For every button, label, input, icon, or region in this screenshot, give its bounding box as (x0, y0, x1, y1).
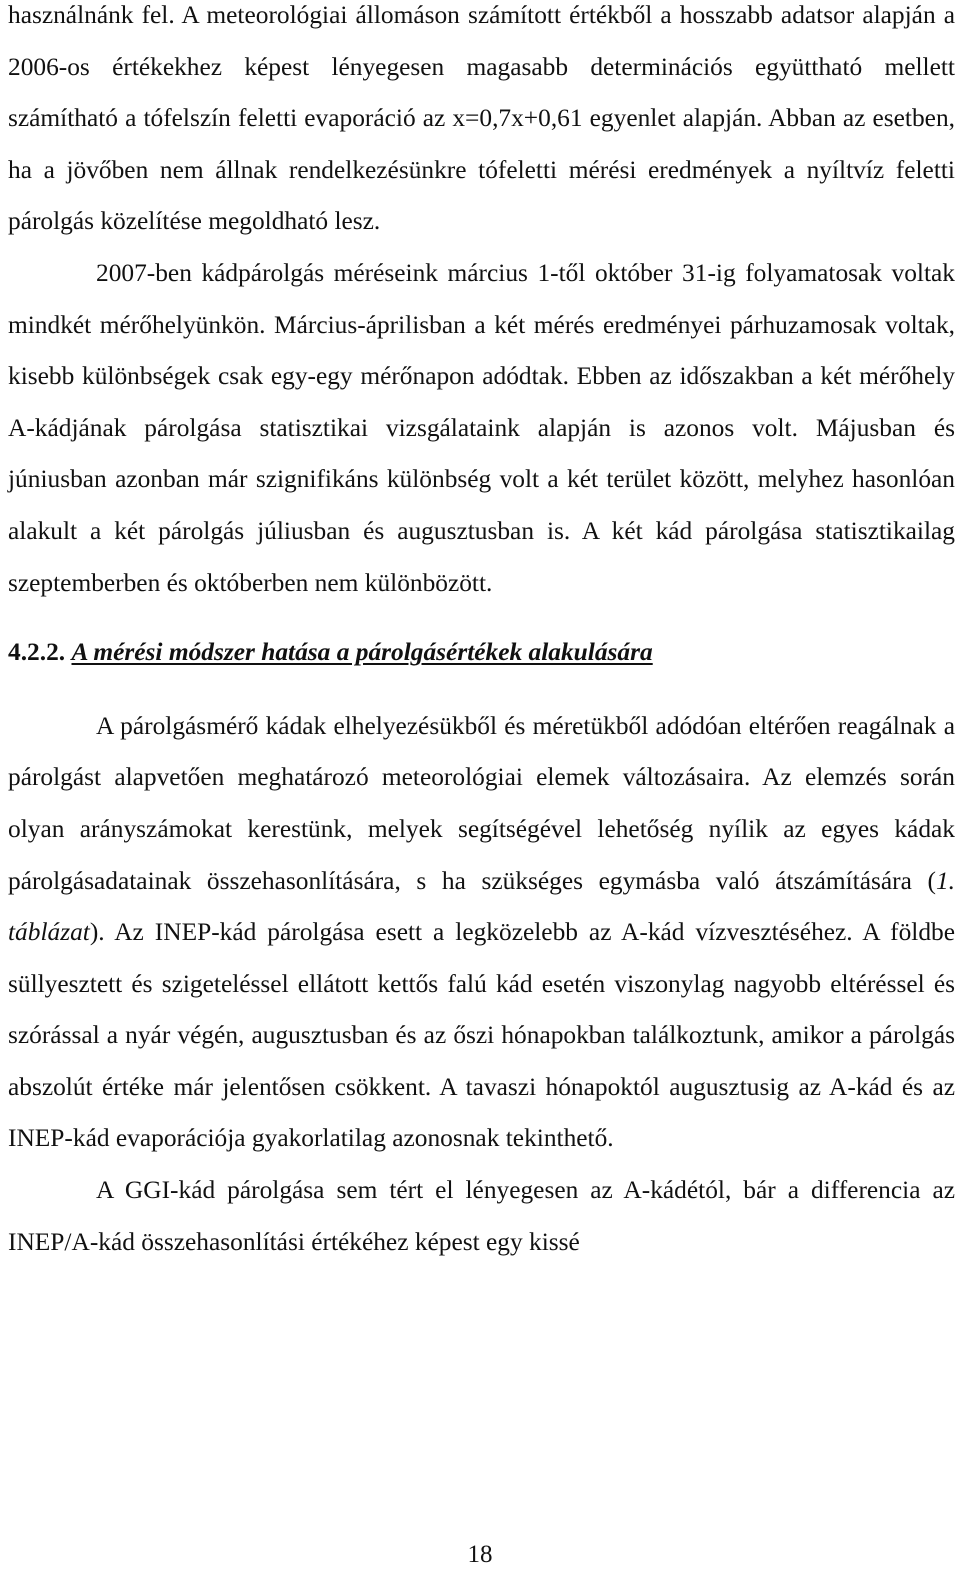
document-page (8, 0, 955, 1268)
paragraph-2007-measurements: 2007-ben kádpárolgás méréseink március 1-től október 31-ig folyamatosak voltak mindkét mérőhelyünkön. Március-áprilisban a két mérés eredményei párhuzamosak voltak, kisebb különbségek csak egy-egy mérőnapon adódtak. Ebben az időszakban a két mérőhely A-kádjának párolgása statisztikai vizsgálataink alapján is azonos volt. Májusban és júniusban azonban már szignifikáns különbség volt a két terület között, melyhez hasonlóan alakult a két párolgás júliusban és augusztusban is. A két kád párolgása statisztikailag szeptemberben és októberben nem különbözött. (8, 258, 955, 597)
section-heading (8, 627, 955, 679)
paragraph-pan-comparison-part1: A párolgásmérő kádak elhelyezésükből és méretükből adódóan eltérően reagálnak a párolgást alapvetően meghatározó meteorológiai elemek változásaira. Az elemzés során olyan arányszámokat kerestünk, melyek segítségével lehetőség nyílik az egyes kádak párolgásadatainak összehasonlítására, s ha szükséges egymásba való átszámítására ( (8, 711, 955, 895)
table-reference-link: 1. táblázat (8, 866, 955, 947)
heading-spacer (8, 679, 955, 701)
paragraph-pan-comparison (8, 701, 955, 1165)
paragraph-ggi-pan: A GGI-kád párolgása sem tért el lényegesen az A-kádétól, bár a differencia az INEP/A-kád összehasonlítási értékéhez képest egy kissé (8, 1176, 955, 1256)
section-title: A mérési módszer hatása a párolgásértékek alakulására (71, 638, 653, 667)
paragraph-pan-comparison-part2: ). Az INEP-kád párolgása esett a legközelebb az A-kád vízvesztéséhez. A földbe süllyesztett és szigeteléssel ellátott kettős falú kád esetén viszonylag nagyobb eltéréssel és szórással a nyár végén, augusztusban és az őszi hónapokban találkoztunk, amikor a párolgás abszolút értéke már jelentősen csökkent. A tavaszi hónapoktól augusztusig az A-kád és az INEP-kád evaporációja gyakorlatilag azonosnak tekinthető. (8, 918, 955, 1153)
paragraph-evaporation-equation: használnánk fel. A meteorológiai állomáson számított értékből a hosszabb adatsor alapján a 2006-os értékekhez képest lényegesen magasabb determinációs együttható mellett számítható a tófelszín feletti evaporáció az x=0,7x+0,61 egyenlet alapján. Abban az esetben, ha a jövőben nem állnak rendelkezésünkre tófeletti mérési eredmények a nyíltvíz feletti párolgás közelítése megoldható lesz. (8, 1, 955, 236)
section-number: 4.2.2. (8, 638, 66, 667)
page-number: 18 (467, 1541, 493, 1568)
